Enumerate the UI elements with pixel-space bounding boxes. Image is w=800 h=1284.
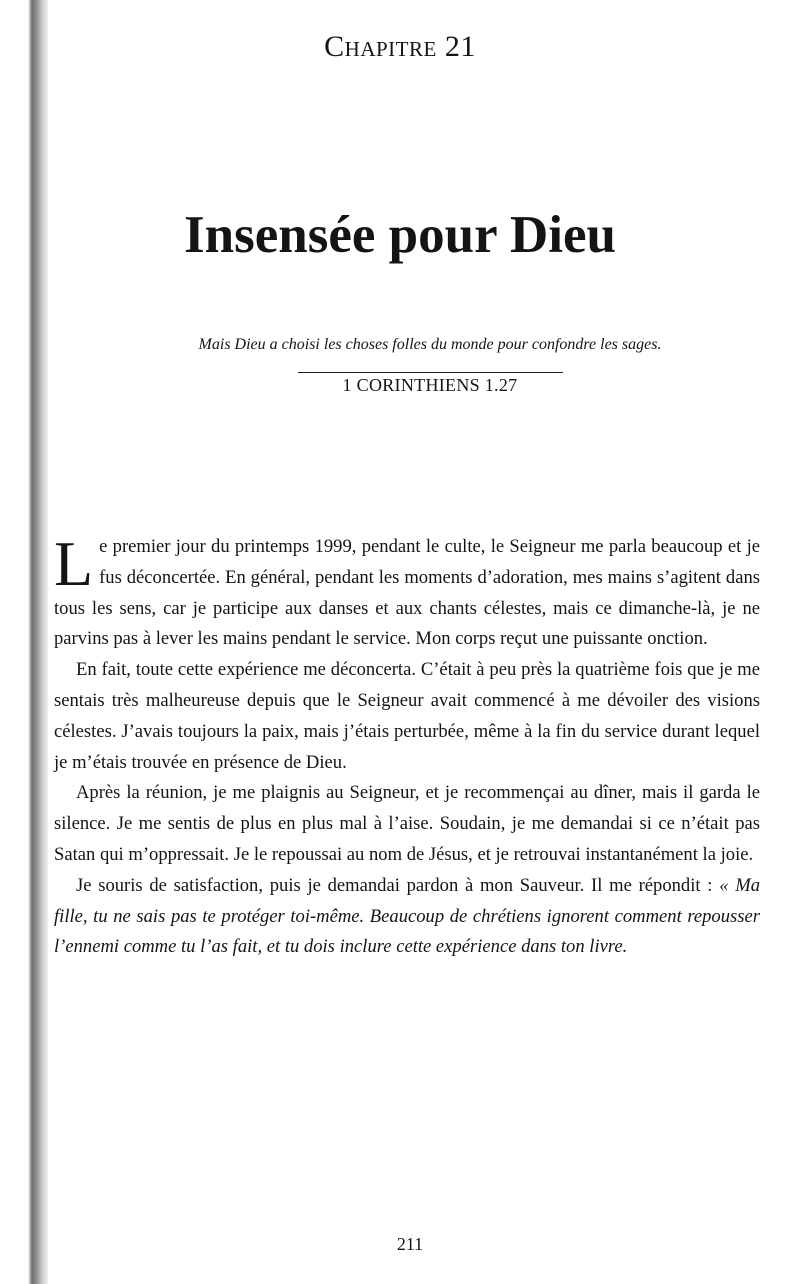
paragraph-3: Après la réunion, je me plaignis au Seigneur, et je recommençai au dîner, mais il garda le silence. Je me sentis de plus en plus mal à l’aise. Soudain, je me demandai si ce n’était pas Satan qui m’oppressait. Je le repoussai au nom de Jésus, et je retrouvai instantanément la joie. [54,782,760,865]
paragraph-1 [54,528,760,655]
paragraph-4 [54,871,760,963]
chapter-label [0,30,800,64]
chapter-word: Chapitre [324,30,437,63]
body-text [54,528,761,963]
epigraph-reference [60,372,800,396]
epigraph-quote: Mais Dieu a choisi les choses folles du monde pour confondre les sages. [198,336,662,353]
paragraph-2: En fait, toute cette expérience me déconcerta. C’était à peu près la quatrième fois que je me sentais très malheureuse depuis que le Seigneur avait commencé à me dévoiler des visions célestes. J’avais toujours la paix, mais j’étais perturbée, même à la fin du service durant lequel je m’étais trouvée en présence de Dieu. [54,659,760,773]
paragraph-4-quote: « Ma fille, tu ne sais pas te protéger toi-même. Beaucoup de chrétiens ignorent comment repousser l’ennemi comme tu l’as fait, et tu dois inclure cette expérience dans ton livre. [54,874,761,958]
epigraph-reference-text: 1 CORINTHIENS 1.27 [298,372,563,396]
chapter-number: 21 [444,30,476,63]
page-number: 211 [396,1234,424,1254]
paragraph-4-lead: Je souris de satisfaction, puis je demandai pardon à mon Sauveur. Il me répondit : [76,874,720,896]
paragraph-1-text: e premier jour du printemps 1999, pendant le culte, le Seigneur me parla beaucoup et je fus déconcertée. En général, pendant les moments d’adoration, mes mains s’agitent dans tous les sens, car je participe aux danses et aux chants célestes, mais ce dimanche-là, je ne parvins pas à lever les mains pendant le service. Mon corps reçut une puissante onction. [54,536,760,650]
book-spine-shadow [28,0,48,1284]
chapter-title: Insensée pour Dieu [184,206,616,264]
drop-cap: L [54,528,94,599]
